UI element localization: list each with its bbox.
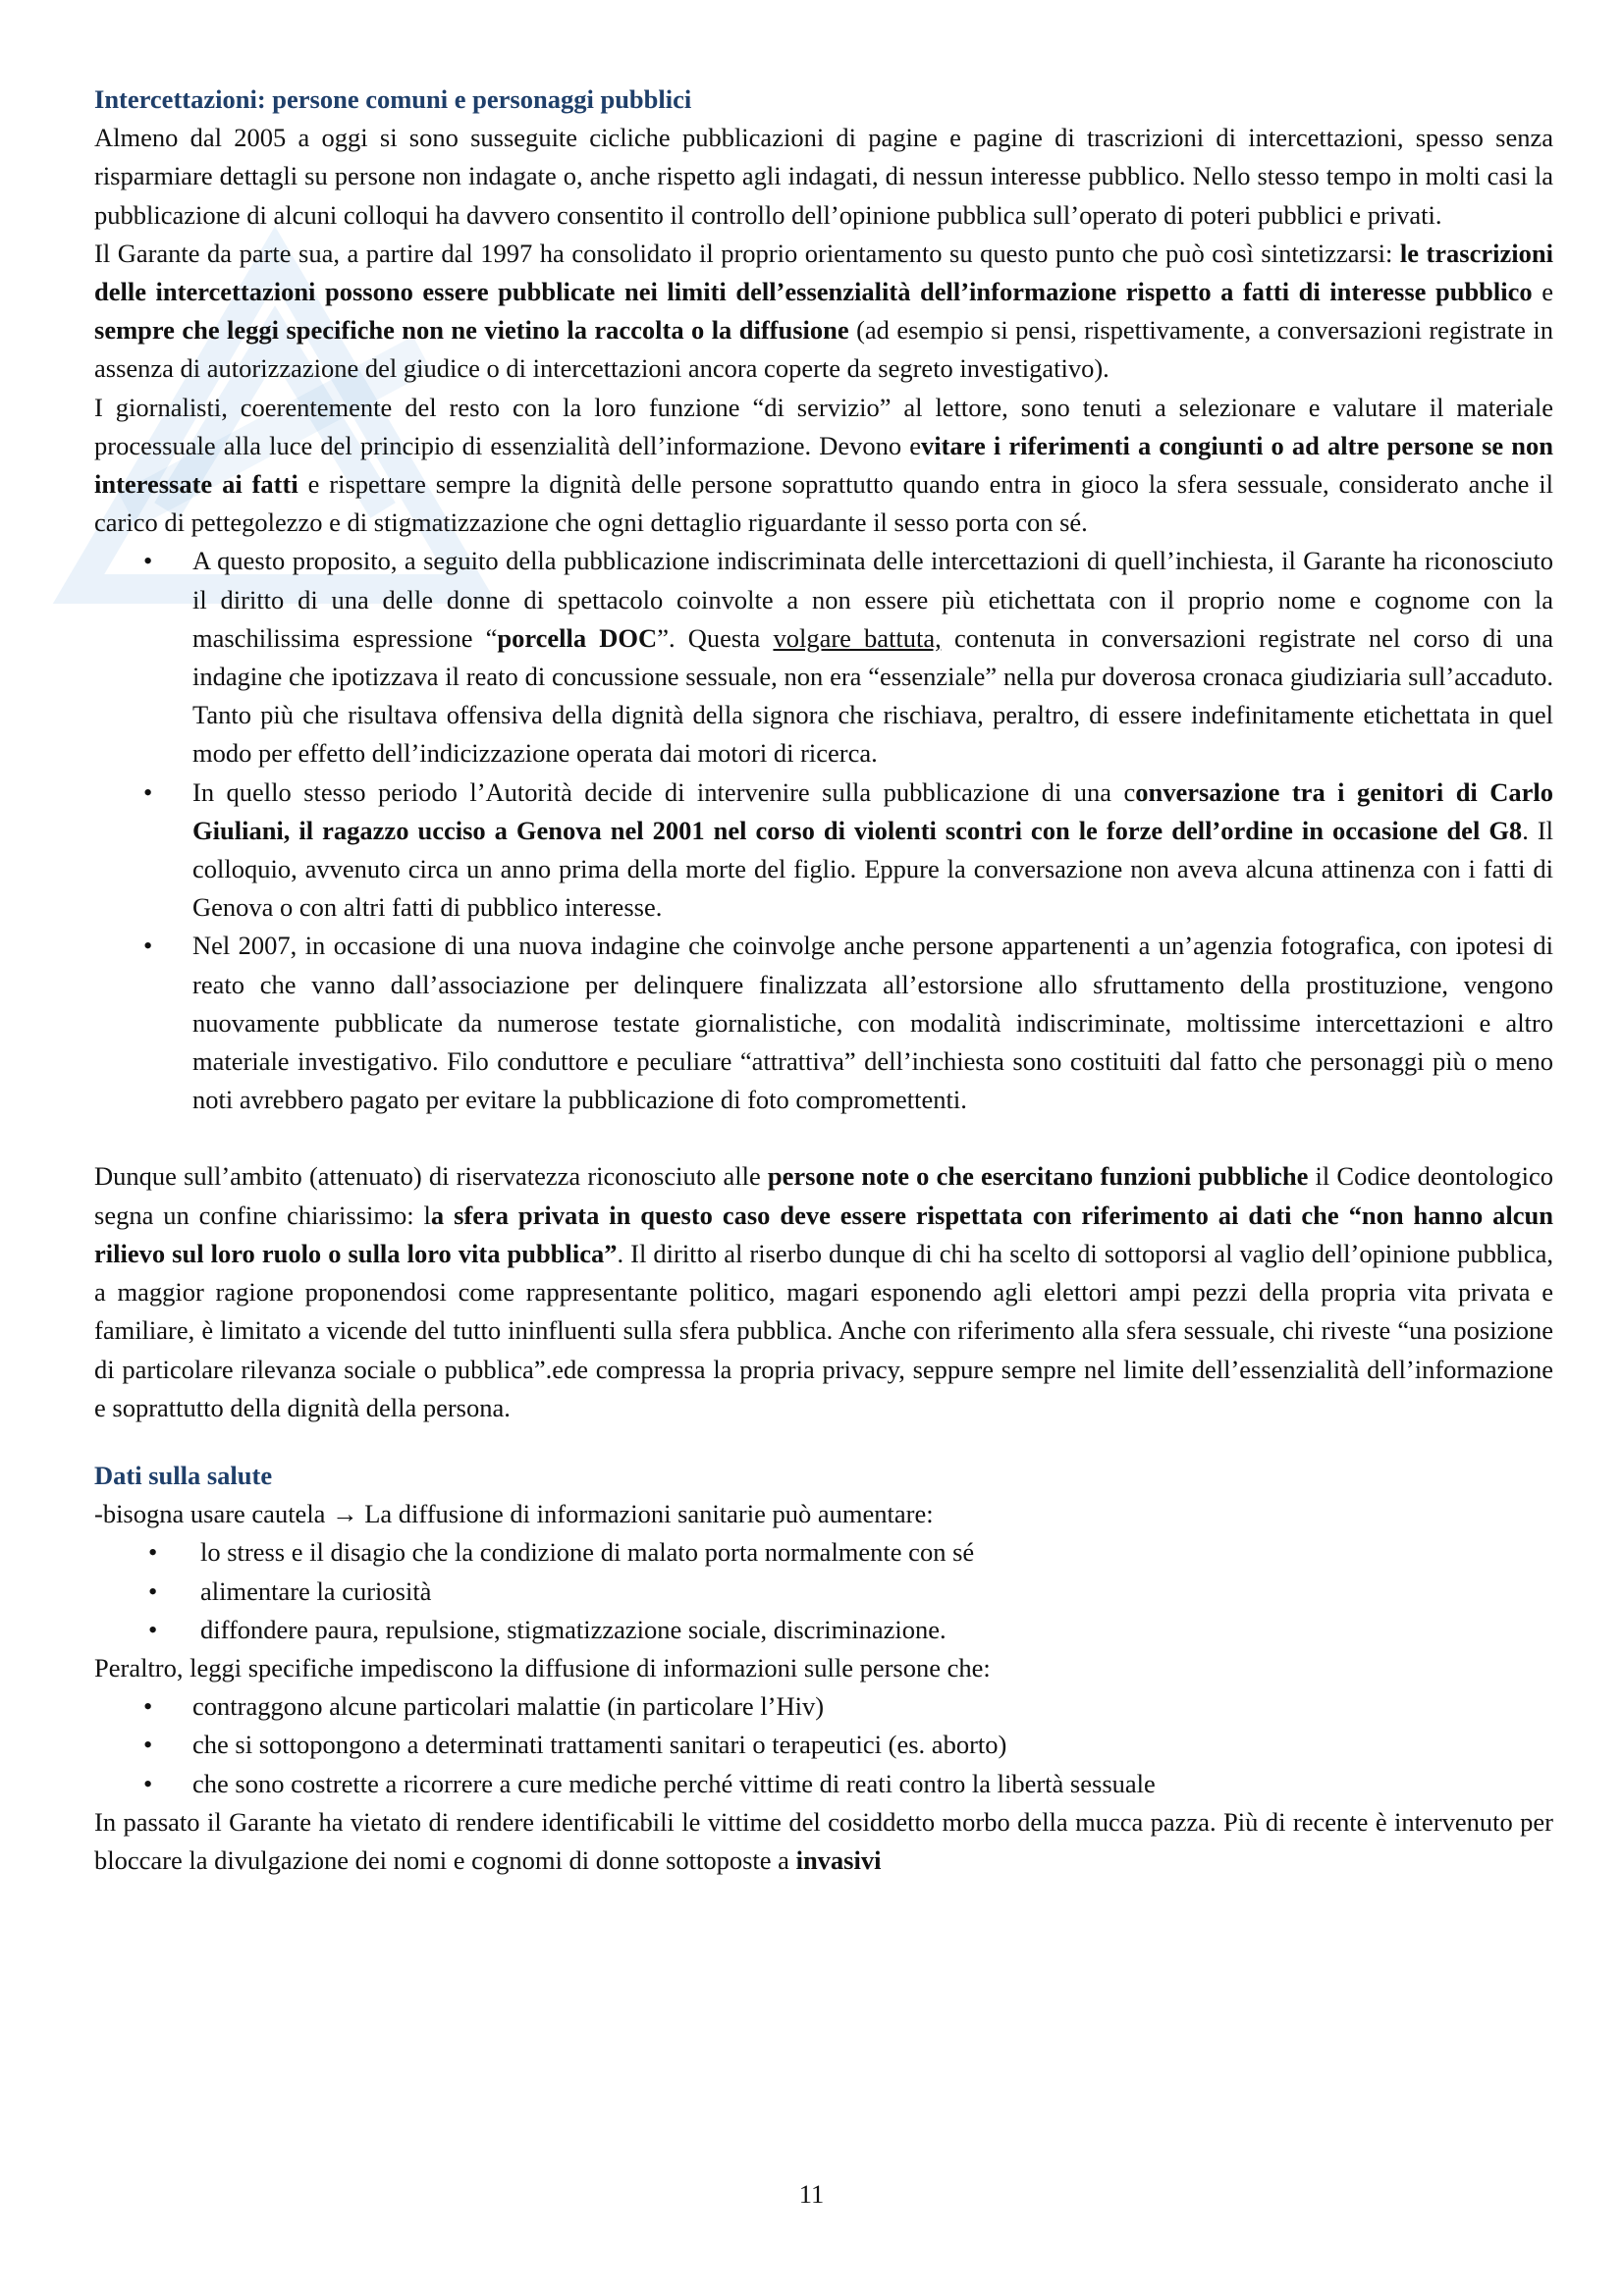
section-heading-salute: Dati sulla salute <box>94 1460 273 1490</box>
list-item: • che sono costrette a ricorrere a cure mediche perché vittime di reati contro la libertà sessuale <box>94 1765 1553 1803</box>
paragraph-2: Il Garante da parte sua, a partire dal 1997 ha consolidato il proprio orientamento su questo punto che può così sintetizzarsi: le trascrizioni delle intercettazioni possono essere pubblicate nei limiti dell’essenzialità dell’informazione rispetto a fatti di interesse pubblico e sempre che leggi specifiche non ne vietino la raccolta o la diffusione (ad esempio si pensi, rispettivamente, a conversazioni registrate in assenza di autorizzazione del giudice o di intercettazioni ancora coperte da segreto investigativo). <box>94 238 1553 384</box>
list-item: • diffondere paura, repulsione, stigmatizzazione sociale, discriminazione. <box>94 1611 1553 1649</box>
list-item: • lo stress e il disagio che la condizione di malato porta normalmente con sé <box>94 1533 1553 1572</box>
health-effects-list <box>94 1533 1553 1649</box>
list-item: • alimentare la curiosità <box>94 1573 1553 1611</box>
health-laws-intro: Peraltro, leggi specifiche impediscono la diffusione di informazioni sulle persone che: <box>94 1652 991 1682</box>
list-item: • che si sottopongono a determinati trattamenti sanitari o terapeutici (es. aborto) <box>94 1726 1553 1764</box>
paragraph-1: Almeno dal 2005 a oggi si sono susseguite cicliche pubblicazioni di pagine e pagine di trascrizioni di intercettazioni, spesso senza risparmiare dettagli su persone non indagate o, anche rispetto agli indagati, di nessun interesse pubblico. Nello stesso tempo in molti casi la pubblicazione di alcuni colloqui ha davvero consentito il controllo dell’opinione pubblica sull’operato di poteri pubblici e privati. <box>94 123 1553 230</box>
list-item: • Nel 2007, in occasione di una nuova indagine che coinvolge anche persone appartenenti a un’agenzia fotografica, con ipotesi di reato che vanno dall’associazione per delinquere finalizzata all’estorsione allo sfruttamento della prostituzione, vengono nuovamente pubblicate da numerose testate giornalistiche, con modalità indiscriminate, moltissime intercettazioni e altro materiale investigativo. Filo conduttore e peculiare “attrattiva” dell’inchiesta sono costituiti dal fatto che personaggi più o meno noti avrebbero pagato per evitare la pubblicazione di foto compromettenti. <box>94 927 1553 1119</box>
list-item: • In quello stesso periodo l’Autorità decide di intervenire sulla pubblicazione di una conversazione tra i genitori di Carlo Giuliani, il ragazzo ucciso a Genova nel 2001 nel corso di violenti scontri con le forze dell’ordine in occasione del G8. Il colloquio, avvenuto circa un anno prima della morte del figlio. Eppure la conversazione non aveva alcuna attinenza con i fatti di Genova o con altri fatti di pubblico interesse. <box>94 774 1553 928</box>
document-page <box>94 80 1553 1880</box>
page-number: 11 <box>798 2179 825 2209</box>
list-item: • A questo proposito, a seguito della pubblicazione indiscriminata delle intercettazioni di quell’inchiesta, il Garante ha riconosciuto il diritto di una delle donne di spettacolo coinvolte a non essere più etichettata con il proprio nome e cognome con la maschilissima espressione “porcella DOC”. Questa volgare battuta, contenuta in conversazioni registrate nel corso di una indagine che ipotizzava il reato di concussione sessuale, non era “essenziale” nella pur doverosa cronaca giudiziaria sull’accaduto. Tanto più che risultava offensiva della dignità della signora che rischiava, peraltro, di essere indefinitamente etichettata in quel modo per effetto dell’indicizzazione operata dai motori di ricerca. <box>94 542 1553 773</box>
paragraph-4: Dunque sull’ambito (attenuato) di riservatezza riconosciuto alle persone note o che esercitano funzioni pubbliche il Codice deontologico segna un confine chiarissimo: la sfera privata in questo caso deve essere rispettata con riferimento ai dati che “non hanno alcun rilievo sul loro ruolo o sulla loro vita pubblica”. Il diritto al riserbo dunque di chi ha scelto di sottoporsi al vaglio dell’opinione pubblica, a maggior ragione proponendosi come rappresentante politico, magari esponendo agli elettori ampi pezzi della propria vita privata e familiare, è limitato a vicende del tutto ininfluenti sulla sfera pubblica. Anche con riferimento alla sfera sessuale, chi riveste “una posizione di particolare rilevanza sociale o pubblica”.ede compressa la propria privacy, seppure sempre nel limite dell’essenzialità dell’informazione e soprattutto della dignità della persona. <box>94 1161 1554 1422</box>
paragraph-3: I giornalisti, coerentemente del resto con la loro funzione “di servizio” al lettore, sono tenuti a selezionare e valutare il materiale processuale alla luce del principio di essenzialità dell’informazione. Devono evitare i riferimenti a congiunti o ad altre persone se non interessate ai fatti e rispettare sempre la dignità delle persone soprattutto quando entra in gioco la sfera sessuale, considerato anche il carico di pettegolezzo e di stigmatizzazione che ogni dettaglio riguardante il sesso porta con sé. <box>94 392 1553 538</box>
cases-list <box>94 542 1553 1119</box>
health-intro: -bisogna usare cautela → La diffusione di informazioni sanitarie può aumentare: <box>94 1499 934 1529</box>
closing-paragraph: In passato il Garante ha vietato di rendere identificabili le vittime del cosiddetto morbo della mucca pazza. Più di recente è intervenuto per bloccare la divulgazione dei nomi e cognomi di donne sottoposte a invasivi <box>94 1806 1553 1875</box>
list-item: • contraggono alcune particolari malattie (in particolare l’Hiv) <box>94 1687 1553 1726</box>
health-laws-list <box>94 1687 1553 1803</box>
section-heading-intercettazioni: Intercettazioni: persone comuni e personaggi pubblici <box>94 84 692 114</box>
